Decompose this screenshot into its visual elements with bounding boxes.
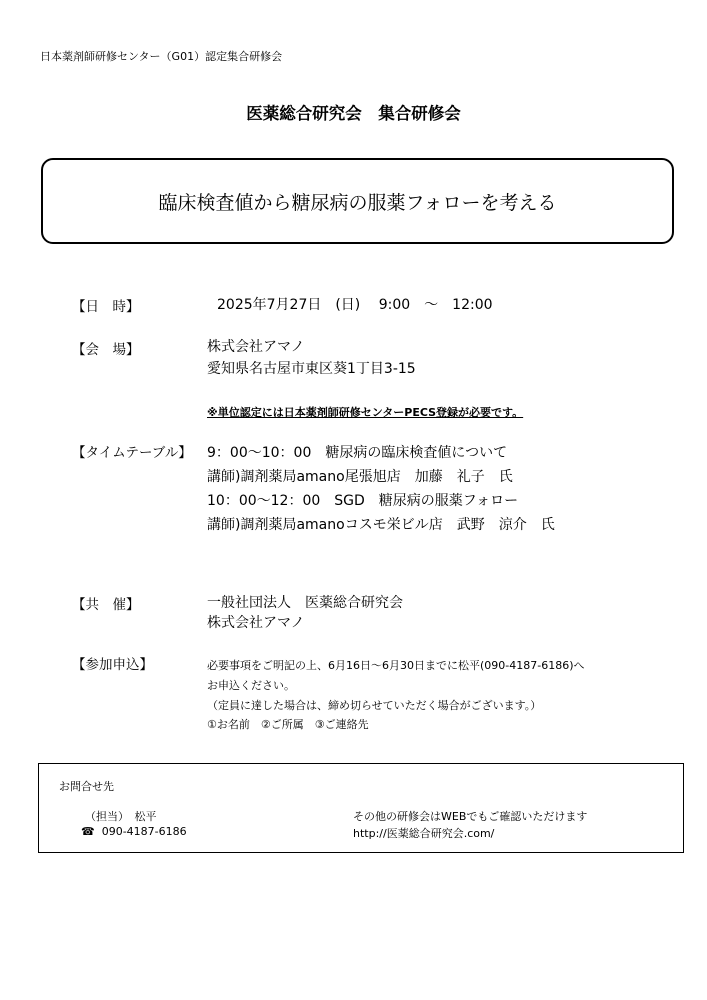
apply-label: 【参加申込】	[72, 657, 153, 673]
venue-address: 愛知県名古屋市東区葵1丁目3-15	[207, 361, 416, 377]
apply-line: 必要事項をご明記の上、6月16日～6月30日までに松平(090-4187-6186)へ	[207, 659, 585, 672]
datetime-value: 2025年7月27日 (日) 9:00 ～ 12:00	[217, 297, 493, 313]
header-note: 日本薬剤師研修センター（G01）認定集合研修会	[40, 50, 283, 63]
contact-box	[38, 763, 684, 853]
apply-line: （定員に達した場合は、締め切らせていただく場合がございます。）	[207, 699, 542, 712]
timetable-line: 9：00～10：00 糖尿病の臨床検査値について	[207, 445, 508, 461]
venue-label: 【会 場】	[72, 342, 140, 358]
contact-person: （担当） 松平	[85, 810, 157, 823]
telephone-icon: ☎	[81, 825, 95, 838]
timetable-line: 講師)調剤薬局amano尾張旭店 加藤 礼子 氏	[207, 469, 513, 485]
credit-note: ※単位認定には日本薬剤師研修センターPECS登録が必要です。	[207, 406, 524, 419]
apply-line: ①お名前 ②ご所属 ③ご連絡先	[207, 718, 369, 731]
venue-name: 株式会社アマノ	[207, 339, 305, 355]
contact-other-text: その他の研修会はWEBでもご確認いただけます	[353, 810, 588, 823]
timetable-line: 講師)調剤薬局amanoコスモ栄ビル店 武野 涼介 氏	[207, 517, 555, 533]
contact-phone-row	[81, 825, 187, 838]
page-title: 医薬総合研究会 集合研修会	[246, 104, 461, 123]
contact-url[interactable]: http://医薬総合研究会.com/	[353, 827, 495, 840]
topic-box	[41, 158, 674, 244]
datetime-label: 【日 時】	[72, 299, 140, 315]
timetable-line: 10：00～12：00 SGD 糖尿病の服薬フォロー	[207, 493, 519, 509]
organizer-line: 株式会社アマノ	[207, 615, 305, 631]
topic-title: 臨床検査値から糖尿病の服薬フォローを考える	[158, 191, 557, 214]
contact-heading: お問合せ先	[59, 780, 114, 793]
timetable-label: 【タイムテーブル】	[72, 445, 192, 461]
organizer-line: 一般社団法人 医薬総合研究会	[207, 595, 403, 611]
apply-line: お申込ください。	[207, 679, 295, 692]
organizer-label: 【共 催】	[72, 597, 140, 613]
contact-phone: 090-4187-6186	[101, 825, 187, 838]
